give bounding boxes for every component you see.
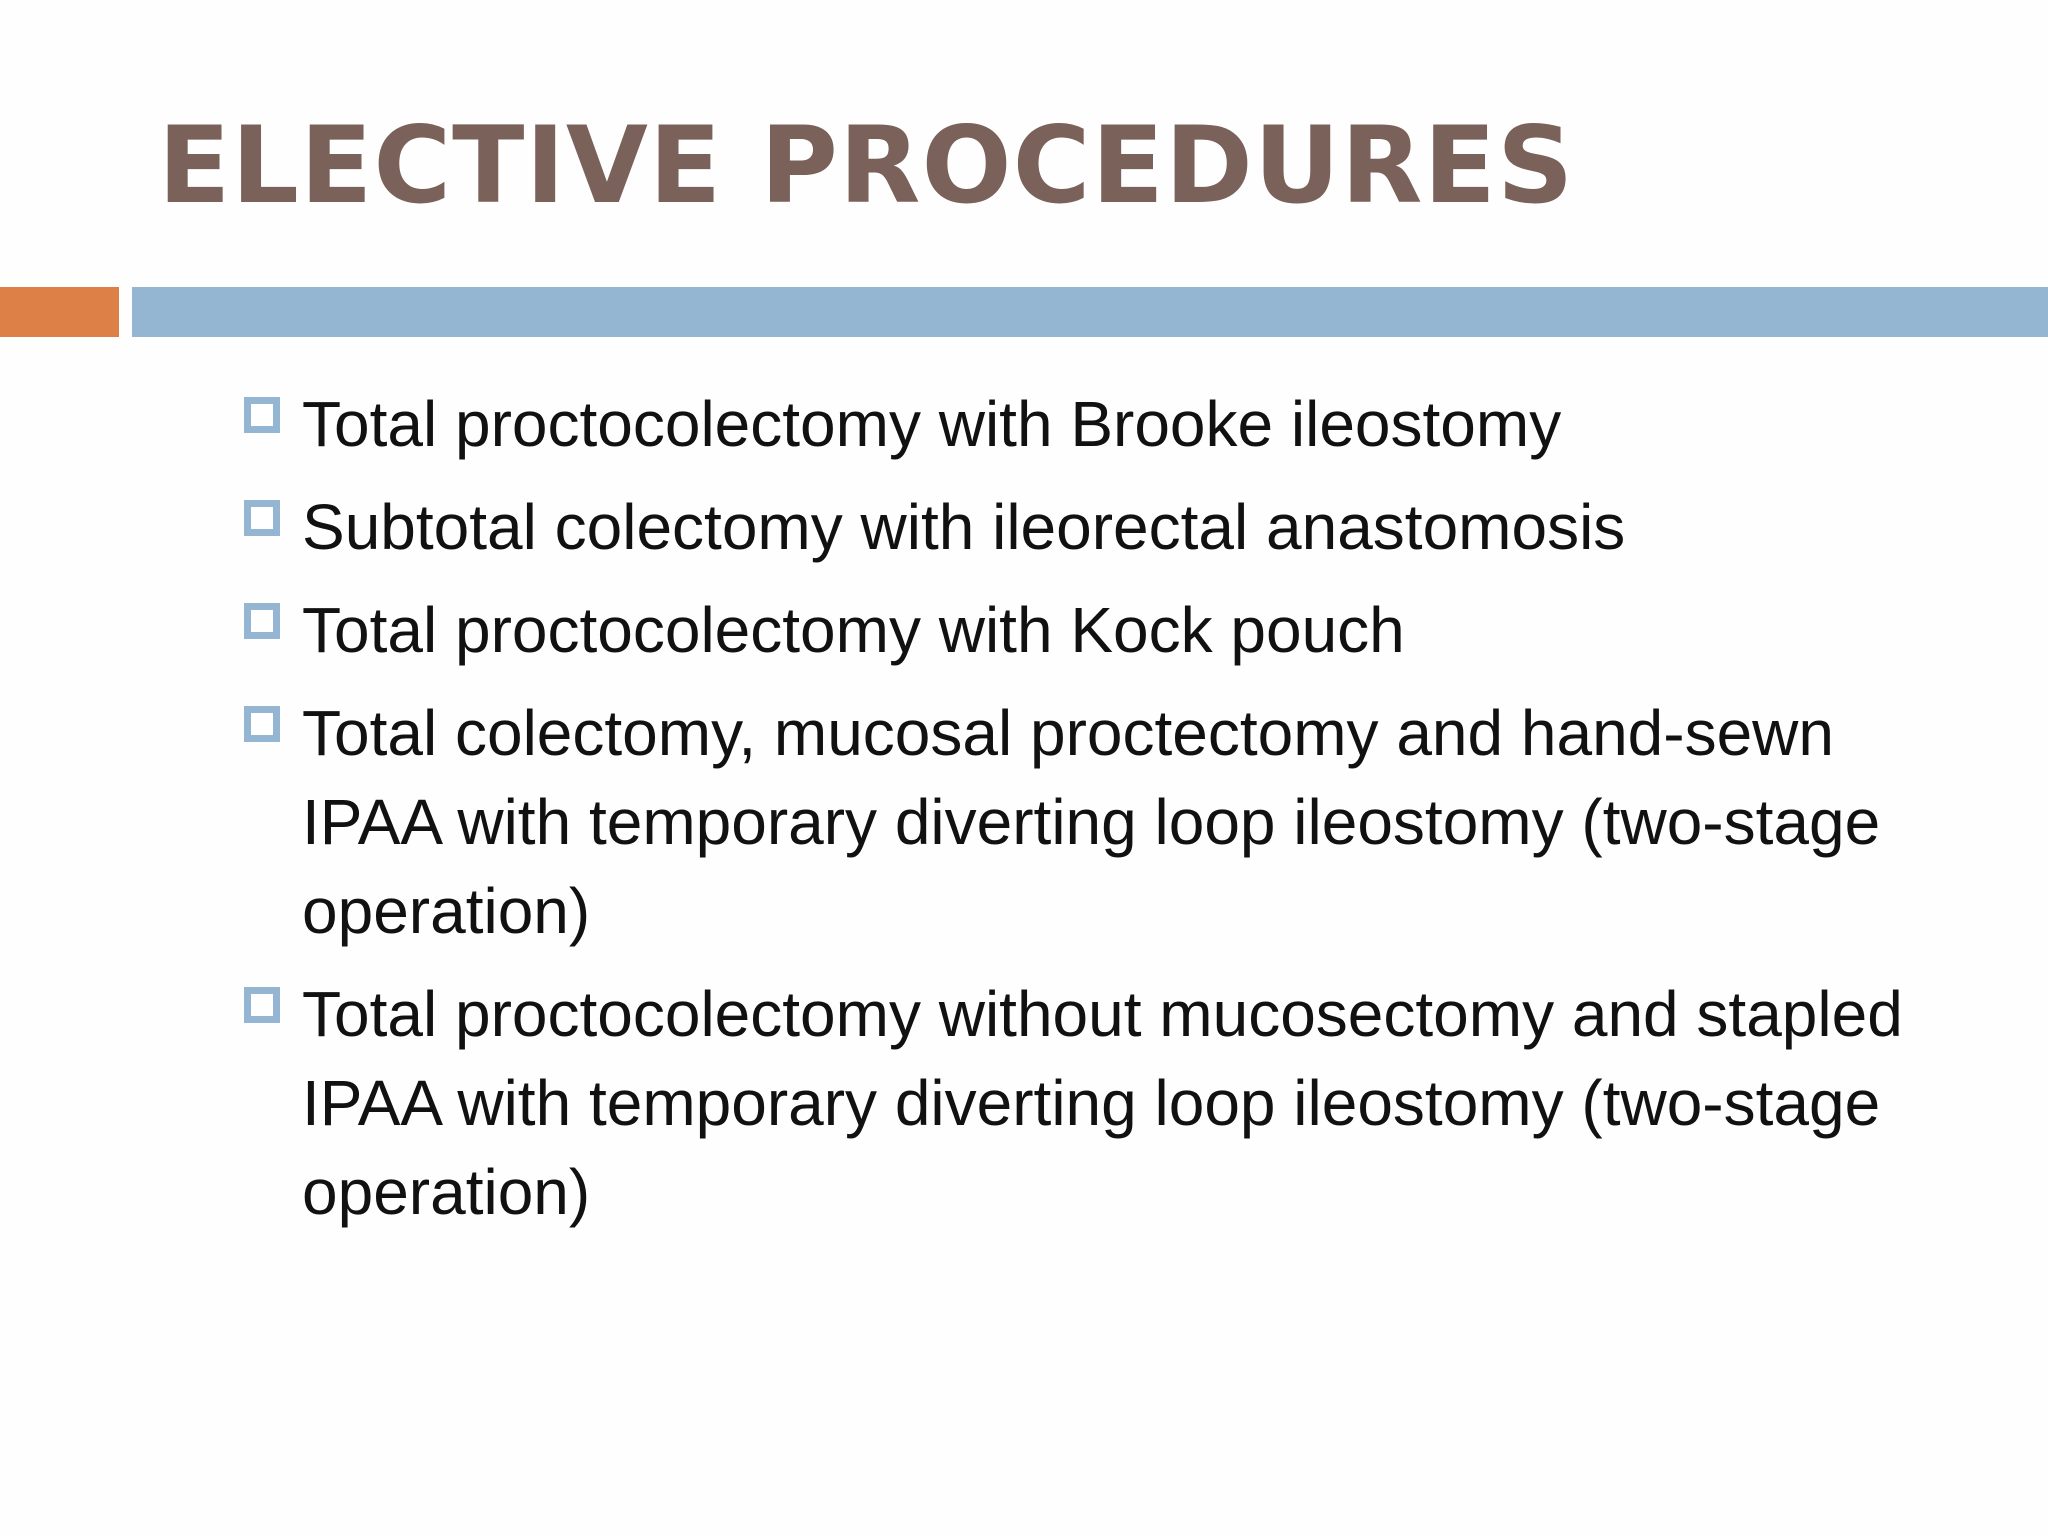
bullet-item <box>244 689 1944 956</box>
bullet-item <box>244 483 1944 572</box>
bullet-item <box>244 970 1944 1237</box>
bullet-text: Subtotal colectomy with ileorectal anastomosis <box>302 491 1626 563</box>
bullet-text: Total colectomy, mucosal proctectomy and hand-sewn IPAA with temporary diverting loop ileostomy (two-stage operation) <box>302 697 1881 947</box>
hollow-square-bullet-icon <box>244 397 280 433</box>
slide-title: ELECTIVE PROCEDURES <box>158 104 1575 227</box>
accent-bar-blue <box>132 287 2048 337</box>
bullet-text: Total proctocolectomy with Brooke ileostomy <box>302 388 1562 460</box>
bullet-item <box>244 380 1944 469</box>
hollow-square-bullet-icon <box>244 987 280 1023</box>
hollow-square-bullet-icon <box>244 500 280 536</box>
bullet-item <box>244 586 1944 675</box>
bullet-text: Total proctocolectomy without mucosectomy and stapled IPAA with temporary diverting loop ileostomy (two-stage operation) <box>302 978 1903 1228</box>
hollow-square-bullet-icon <box>244 603 280 639</box>
hollow-square-bullet-icon <box>244 706 280 742</box>
accent-bar-orange <box>0 287 119 337</box>
bullet-list <box>244 380 1944 1251</box>
bullet-text: Total proctocolectomy with Kock pouch <box>302 594 1405 666</box>
